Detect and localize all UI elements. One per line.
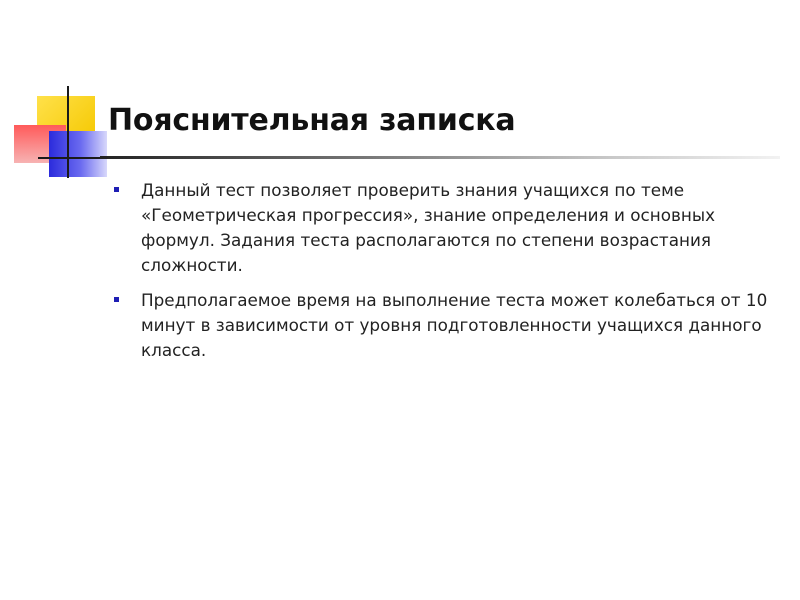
decorative-vertical-line [67, 86, 69, 178]
bullet-text: Данный тест позволяет проверить знания учащихся по теме «Геометрическая прогрессия», знание определения и основных формул. Задания теста располагаются по степени возрастания сложности. [141, 180, 716, 275]
bullet-list [110, 178, 770, 373]
bullet-text: Предполагаемое время на выполнение теста может колебаться от 10 минут в зависимости от уровня подготовленности учащихся данного класса. [141, 290, 768, 360]
decorative-blue-square [49, 131, 107, 177]
bullet-item [110, 178, 770, 278]
title-underline-rule [100, 156, 780, 159]
square-bullet-icon [114, 187, 119, 192]
bullet-item [110, 288, 770, 363]
slide-title: Пояснительная записка [108, 103, 516, 138]
decorative-horizontal-line [38, 157, 108, 159]
square-bullet-icon [114, 297, 119, 302]
